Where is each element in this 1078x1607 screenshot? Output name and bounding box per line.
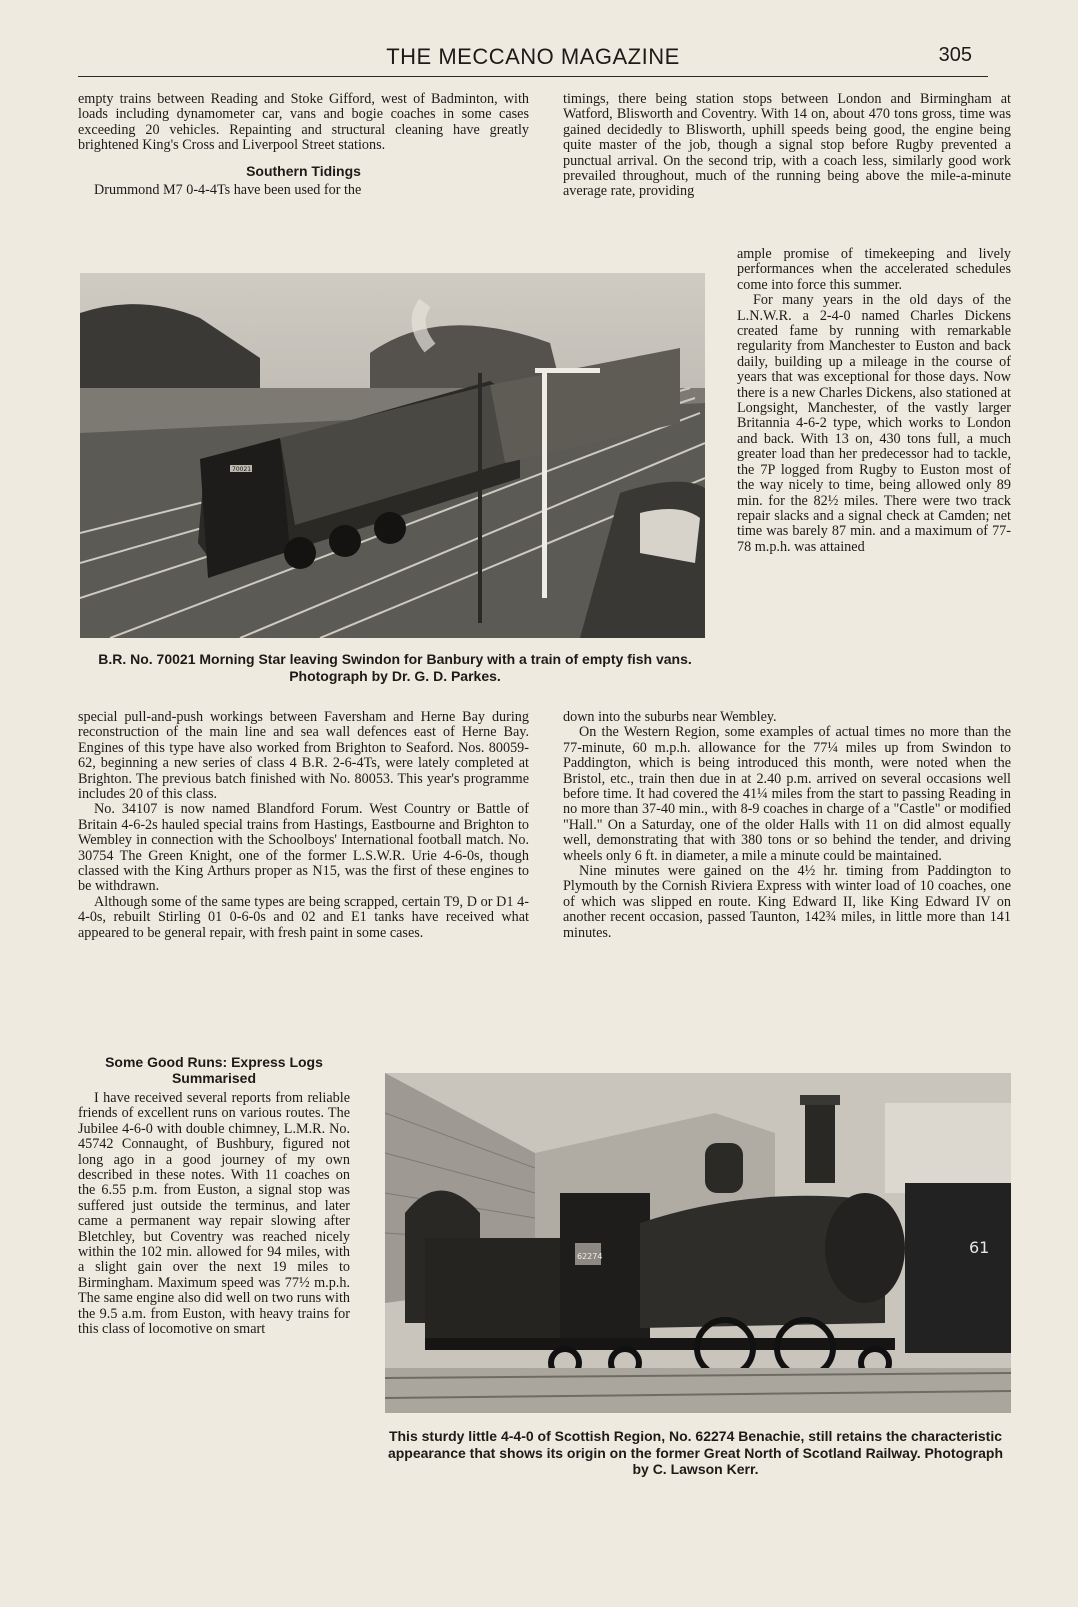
- paragraph: special pull-and-push workings between Faversham and Herne Bay during reconstruction of the main line and sea wall defences east of Herne Bay. Engines of this type have also worked from Brighton to Seaford. Nos. 80059-62, beginning a new series of class 4 B.R. 2-6-4Ts, were lately completed at Brighton. The previous batch finished with No. 80053. This year's programme includes 20 of this class.: [78, 709, 529, 803]
- right-column-narrow: [737, 247, 1011, 555]
- paragraph: On the Western Region, some examples of actual times no more than the 77-minute, 60 m.p.h. allowance for the 77¼ miles up from Swindon to Paddington, which is being introduced this month, were noted when the Bristol, etc., train then due in at 2.40 p.m. arrived on several occasions well before time. It had covered the 41¼ miles from the start to passing Reading in no more than 37-40 min., with 8-9 coaches in charge of a "Castle" or modified "Hall." On a Saturday, one of the older Halls with 11 on did almost equally well, demonstrating that with 380 tons or so behind the tender, and driving wheels only 6 ft. in diameter, a mile a minute could be maintained.: [563, 724, 1011, 864]
- photo-britannia-locomotive: [80, 273, 705, 638]
- page-number: 305: [938, 44, 972, 66]
- paragraph: For many years in the old days of the L.N.W.R. a 2-4-0 named Charles Dickens created fame by running with remarkable regularity from Manchester to Euston and back daily, building up a mileage in the course of years that was exceptional for those days. Now there is a new Charles Dickens, also stationed at Longsight, Manchester, of the vastly larger Britannia 4-6-2 type, which works to London and back. With 13 on, 430 tons full, a much greater load than her predecessor had to tackle, the 7P logged from Rugby to Euston most of the way nicely to time, being allowed only 89 min. for the 82½ miles. There were two track repair slacks and a signal check at Camden; net time was barely 87 min. and a maximum of 77-78 m.p.h. was attained: [737, 292, 1011, 555]
- paragraph: Drummond M7 0-4-4Ts have been used for the: [94, 181, 362, 198]
- paragraph: ample promise of timekeeping and lively performances when the accelerated schedules come into force this summer.: [737, 246, 1011, 293]
- engine-number-plate: 62274: [577, 1252, 603, 1261]
- right-column-top: [563, 92, 1011, 200]
- paragraph: timings, there being station stops between London and Birmingham at Watford, Blisworth and Coventry. With 14 on, about 470 tons gross, time was gained decidedly to Blisworth, uphill speeds being good, the engine being quite master of the job, though a signal stop before Rugby prevented a punctual arrival. On the second trip, with a coach less, similarly good work prevailed throughout, much of the running being above the mile-a-minute average rate, providing: [563, 91, 1011, 200]
- paragraph: Although some of the same types are being scrapped, certain T9, D or D1 4-4-0s, rebuilt Stirling 01 0-6-0s and 02 and E1 tanks have received what appeared to be general repair, with fresh paint in some cases.: [78, 893, 529, 941]
- magazine-title: THE MECCANO MAGAZINE: [386, 44, 680, 69]
- photo-benachie-locomotive: [385, 1073, 1011, 1413]
- section-heading-southern-tidings: Southern Tidings: [246, 162, 361, 179]
- left-column-top: [78, 92, 529, 198]
- photo-caption: B.R. No. 70021 Morning Star leaving Swindon for Banbury with a train of empty fish vans. Photograph by Dr. G. D. Parkes.: [98, 651, 692, 684]
- locomotive-photo-graphic: [80, 273, 705, 638]
- right-column-middle: [563, 710, 1011, 941]
- paragraph: No. 34107 is now named Blandford Forum. West Country or Battle of Britain 4-6-2s hauled special trains from Hastings, Eastbourne and Brighton to Wembley in connection with the Schoolboys' International football match. No. 30754 The Green Knight, one of the former L.S.W.R. Urie 4-6-0s, though classed with the King Arthurs proper as N15, was the first of these engines to be withdrawn.: [78, 801, 529, 895]
- neighbour-engine-number: 61: [969, 1238, 990, 1257]
- left-column-bottom: [78, 1054, 350, 1338]
- paragraph: I have received several reports from reliable friends of excellent runs on various routes. The Jubilee 4-6-0 with double chimney, L.M.R. No. 45742 Connaught, of Bushbury, figured not long ago in a good journey of my own described in these notes. With 11 coaches on the 6.55 p.m. from Euston, a signal stop was suffered just outside the terminus, and later came a permanent way repair slowing after Bletchley, but Coventry was reached nicely within the 102 min. allowed for 94 miles, with a slight gain over the next 19 miles to Birmingham. Maximum speed was 77½ m.p.h. The same engine also did well on two runs with the 9.5 a.m. from Euston, with heavy trains for this class of locomotive on smart: [78, 1090, 350, 1338]
- left-column-middle: [78, 710, 529, 941]
- paragraph: empty trains between Reading and Stoke Gifford, west of Badminton, with loads including dynamometer car, vans and bogie coaches in some cases exceeding 20 vehicles. Repainting and structural cleaning have greatly brightened King's Cross and Liverpool Street stations.: [78, 91, 529, 154]
- page-header: [78, 42, 988, 77]
- engine-number-plate: 70021: [232, 466, 252, 473]
- paragraph: down into the suburbs near Wembley.: [563, 709, 777, 725]
- section-heading-express-logs: Some Good Runs: Express Logs Summarised: [105, 1054, 323, 1086]
- photo-caption: This sturdy little 4-4-0 of Scottish Region, No. 62274 Benachie, still retains the characteristic appearance that shows its origin on the former Great North of Scotland Railway. Photograph by C. Lawson Kerr.: [387, 1428, 1004, 1477]
- locomotive-photo-graphic: [385, 1073, 1011, 1413]
- paragraph: Nine minutes were gained on the 4½ hr. timing from Paddington to Plymouth by the Cornish Riviera Express with winter load of 10 coaches, one of which was slipped en route. King Edward II, like King Edward IV on another recent occasion, passed Taunton, 142¾ miles, in little more than 141 minutes.: [563, 863, 1011, 941]
